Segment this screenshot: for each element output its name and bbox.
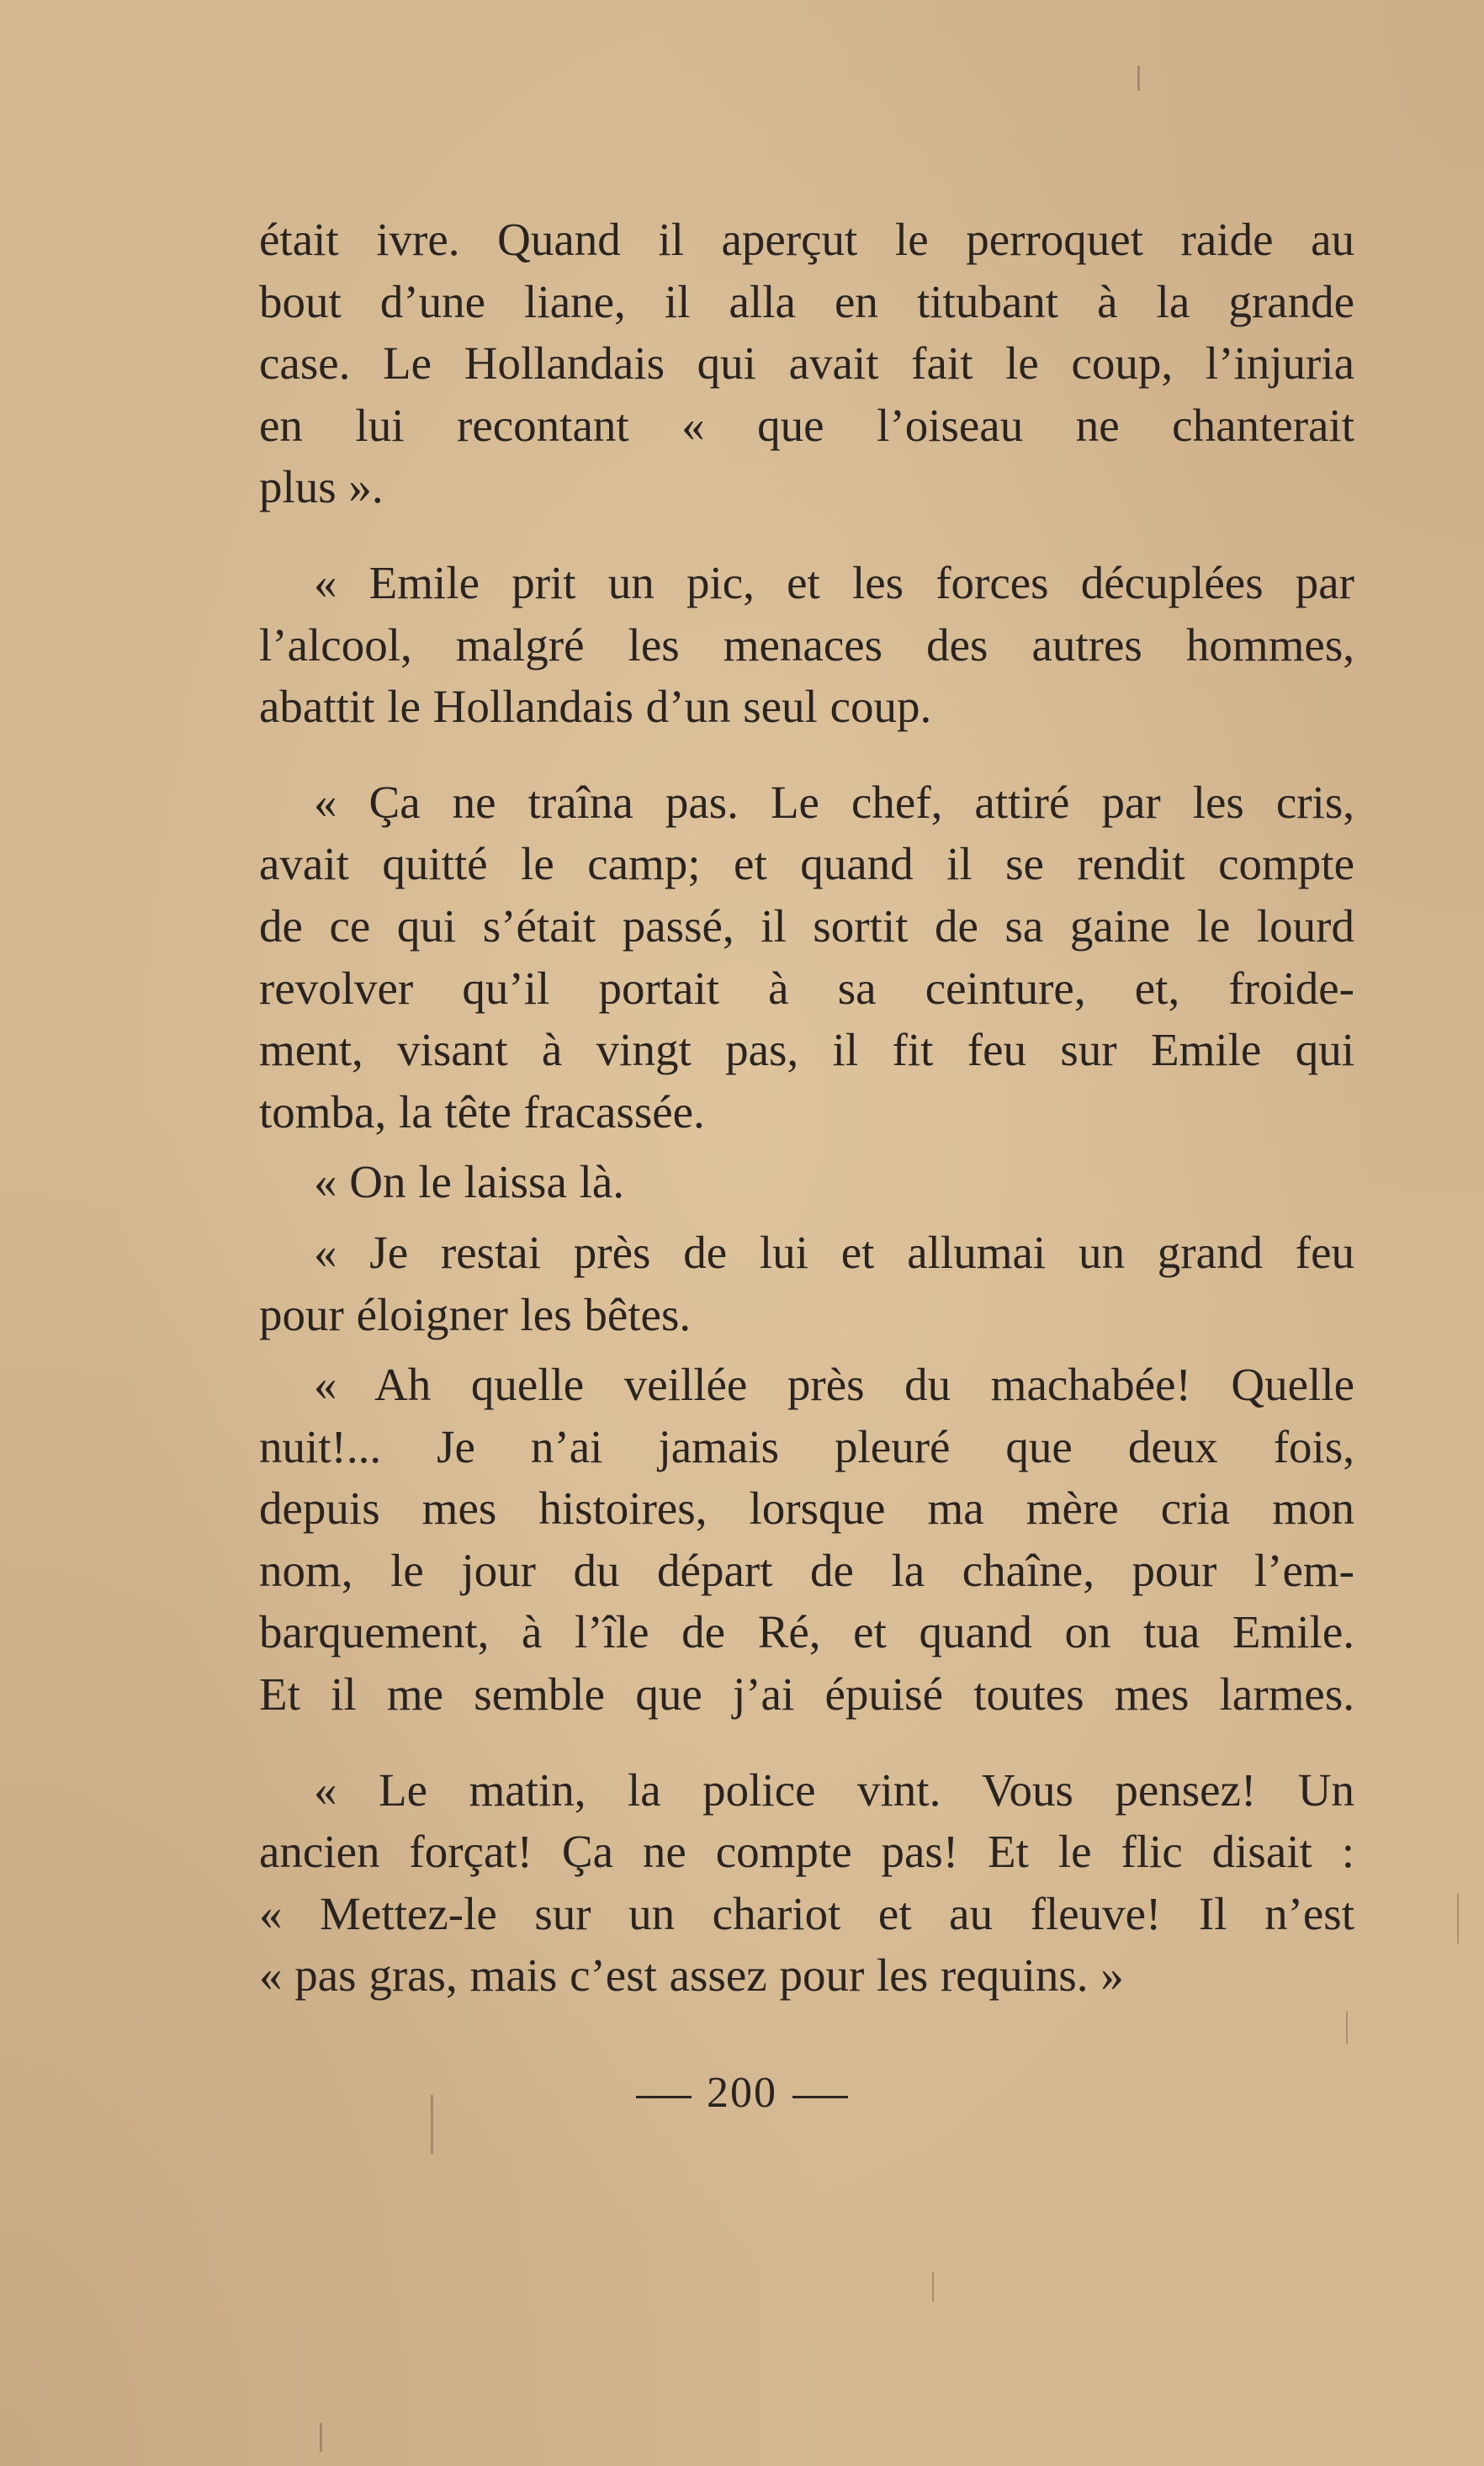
paragraph-2 (259, 552, 1354, 738)
folio-dash-right (792, 2096, 848, 2098)
text-line: nom, le jour du départ de la chaîne, pour l’em- (259, 1544, 1354, 1596)
text-line: ment, visant à vingt pas, il fit feu sur Emile qui (259, 1024, 1354, 1076)
paragraph-3 (259, 772, 1354, 1143)
text-line: « Emile prit un pic, et les forces décuplées par (314, 556, 1354, 608)
text-line: revolver qu’il portait à sa ceinture, et, froide- (259, 962, 1354, 1014)
text-line: « Ça ne traîna pas. Le chef, attiré par les cris, (314, 776, 1354, 828)
paragraph-4 (259, 1151, 1354, 1213)
text-line: bout d’une liane, il alla en titubant à la grande (259, 275, 1354, 327)
text-line: avait quitté le camp; et quand il se rendit compte (259, 838, 1354, 890)
text-line: plus ». (259, 461, 384, 513)
text-line: « Ah quelle veillée près du machabée! Quelle (314, 1359, 1354, 1411)
paragraph-1 (259, 209, 1354, 518)
text-line: nuit!... Je n’ai jamais pleuré que deux fois, (259, 1420, 1354, 1472)
paper-speck (1346, 2011, 1348, 2044)
page-number-value: 200 (707, 2069, 777, 2117)
paper-speck (1457, 1893, 1459, 1944)
paragraph-5 (259, 1222, 1354, 1345)
text-line: case. Le Hollandais qui avait fait le coup, l’injuria (259, 337, 1354, 390)
paragraph-7 (259, 1759, 1354, 2007)
text-line: « On le laissa là. (314, 1156, 625, 1208)
text-line: de ce qui s’était passé, il sortit de sa gaine le lourd (259, 899, 1354, 952)
text-line: était ivre. Quand il aperçut le perroquet raide au (259, 214, 1354, 265)
text-line: depuis mes histoires, lorsque ma mère cria mon (259, 1482, 1354, 1535)
text-line: « Mettez-le sur un chariot et au fleuve! Il n’est (259, 1887, 1354, 1939)
paper-speck (1137, 66, 1140, 91)
paragraph-6 (259, 1354, 1354, 1726)
text-line: abattit le Hollandais d’un seul coup. (259, 681, 932, 733)
body-text (259, 209, 1354, 2007)
text-line: « pas gras, mais c’est assez pour les requins. » (259, 1949, 1124, 2002)
text-line: en lui recontant « que l’oiseau ne chanterait (259, 399, 1354, 451)
paper-speck (932, 2272, 934, 2302)
paper-speck (320, 2423, 322, 2452)
text-line: barquement, à l’île de Ré, et quand on tua Emile. (259, 1606, 1354, 1658)
page-number (0, 2068, 1484, 2118)
text-line: l’alcool, malgré les menaces des autres hommes, (259, 618, 1354, 671)
text-line: pour éloigner les bêtes. (259, 1288, 692, 1340)
text-line: Et il me semble que j’ai épuisé toutes mes larmes. (259, 1668, 1354, 1721)
text-line: « Je restai près de lui et allumai un grand feu (314, 1226, 1354, 1278)
text-line: « Le matin, la police vint. Vous pensez! Un (314, 1763, 1354, 1816)
text-line: tomba, la tête fracassée. (259, 1085, 705, 1138)
paper-speck (431, 2095, 433, 2154)
text-line: ancien forçat! Ça ne compte pas! Et le flic disait : (259, 1826, 1354, 1878)
folio-dash-left (636, 2096, 692, 2098)
